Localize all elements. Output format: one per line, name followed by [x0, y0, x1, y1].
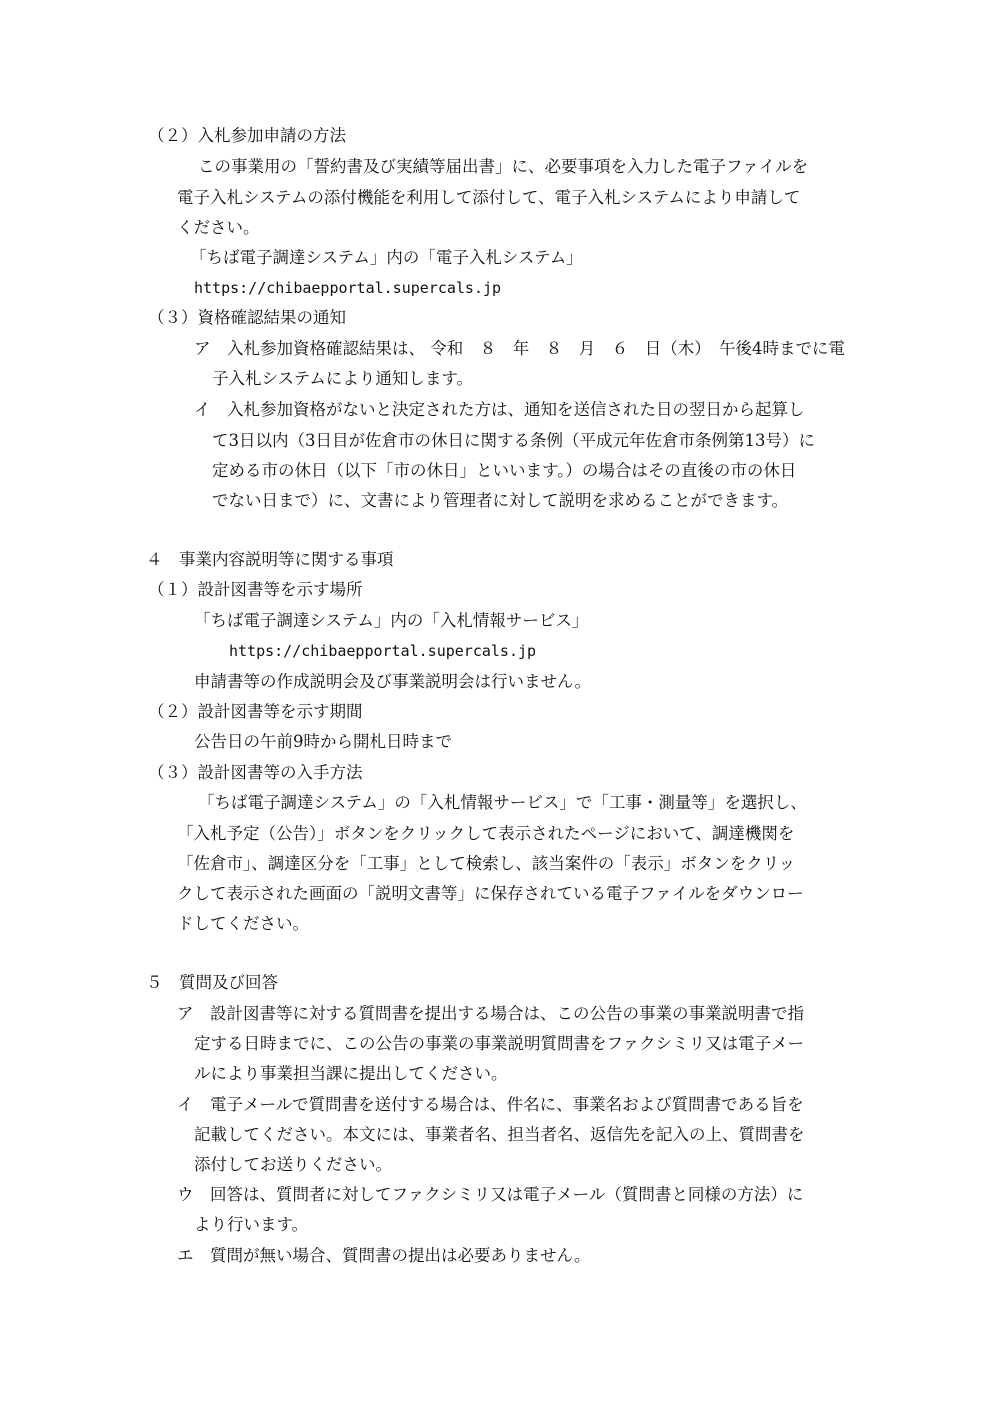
list-item-e-line: エ 質問が無い場合、質問書の提出は必要ありません。 — [177, 1246, 591, 1265]
list-item-i-line: 定める市の休日（以下「市の休日」といいます。）の場合はその直後の市の休日 — [212, 461, 797, 480]
paragraph-line: 「入札予定（公告）」ボタンをクリックして表示されたページにおいて、調達機関を — [177, 824, 795, 843]
paragraph-line: 「ちば電子調達システム」の「入札情報サービス」で「工事・測量等」を選択し、 — [198, 793, 807, 812]
list-item-i-line: て3日以内（3日目が佐倉市の休日に関する条例（平成元年佐倉市条例第13号）に — [212, 431, 815, 450]
subsection-heading-display-location: （１）設計図書等を示す場所 — [148, 580, 363, 599]
paragraph-line: 公告日の午前9時から開札日時まで — [194, 732, 452, 751]
list-item-a-line: ア 設計図書等に対する質問書を提出する場合は、この公告の事業の事業説明書で指 — [177, 1004, 804, 1023]
portal-url: https://chibaepportal.supercals.jp — [229, 642, 537, 660]
section-heading-business-explanation: ４ 事業内容説明等に関する事項 — [146, 550, 394, 569]
list-item-u-line: ウ 回答は、質問者に対してファクシミリ又は電子メール（質問書と同様の方法）に — [177, 1185, 804, 1204]
list-item-a-line: ア 入札参加資格確認結果は、 令和 ８ 年 ８ 月 ６ 日（木） 午後4時までに電 — [194, 339, 845, 358]
section-heading-qualification-notice: （３）資格確認結果の通知 — [148, 308, 346, 327]
paragraph-line: ください。 — [177, 218, 260, 237]
list-item-i-line: 添付してお送りください。 — [194, 1155, 392, 1174]
paragraph-line: 申請書等の作成説明会及び事業説明会は行いません。 — [194, 672, 591, 691]
list-item-a-line: ルにより事業担当課に提出してください。 — [194, 1064, 508, 1083]
subsection-heading-acquisition-method: （３）設計図書等の入手方法 — [148, 763, 363, 782]
list-item-i-line: イ 電子メールで質問書を送付する場合は、件名に、事業名および質問書である旨を — [177, 1095, 804, 1114]
subsection-heading-display-period: （２）設計図書等を示す期間 — [148, 702, 363, 721]
section-heading-application-method: （２）入札参加申請の方法 — [148, 126, 346, 145]
system-reference: 「ちば電子調達システム」内の「電子入札システム」 — [190, 248, 583, 267]
paragraph-line: 「佐倉市」、調達区分を「工事」として検索し、該当案件の「表示」ボタンをクリッ — [177, 854, 796, 873]
section-heading-questions: ５ 質問及び回答 — [146, 973, 278, 992]
portal-url: https://chibaepportal.supercals.jp — [194, 279, 502, 297]
list-item-a-line: 子入札システムにより通知します。 — [212, 369, 474, 388]
list-item-a-line: 定する日時までに、この公告の事業の事業説明質問書をファクシミリ又は電子メー — [194, 1034, 805, 1053]
system-reference: 「ちば電子調達システム」内の「入札情報サービス」 — [194, 611, 589, 630]
paragraph-line: クして表示された画面の「説明文書等」に保存されている電子ファイルをダウンロー — [177, 884, 804, 903]
list-item-i-line: イ 入札参加資格がないと決定された方は、通知を送信された日の翌日から起算し — [194, 400, 805, 419]
list-item-i-line: 記載してください。本文には、事業者名、担当者名、返信先を記入の上、質問書を — [194, 1125, 805, 1144]
list-item-u-line: より行います。 — [194, 1215, 309, 1234]
paragraph-line: この事業用の「誓約書及び実績等届出書」に、必要事項を入力した電子ファイルを — [198, 157, 809, 176]
list-item-i-line: でない日まで）に、文書により管理者に対して説明を求めることができます。 — [212, 491, 789, 510]
paragraph-line: ドしてください。 — [177, 914, 309, 933]
paragraph-line: 電子入札システムの添付機能を利用して添付して、電子入札システムにより申請して — [177, 188, 801, 207]
